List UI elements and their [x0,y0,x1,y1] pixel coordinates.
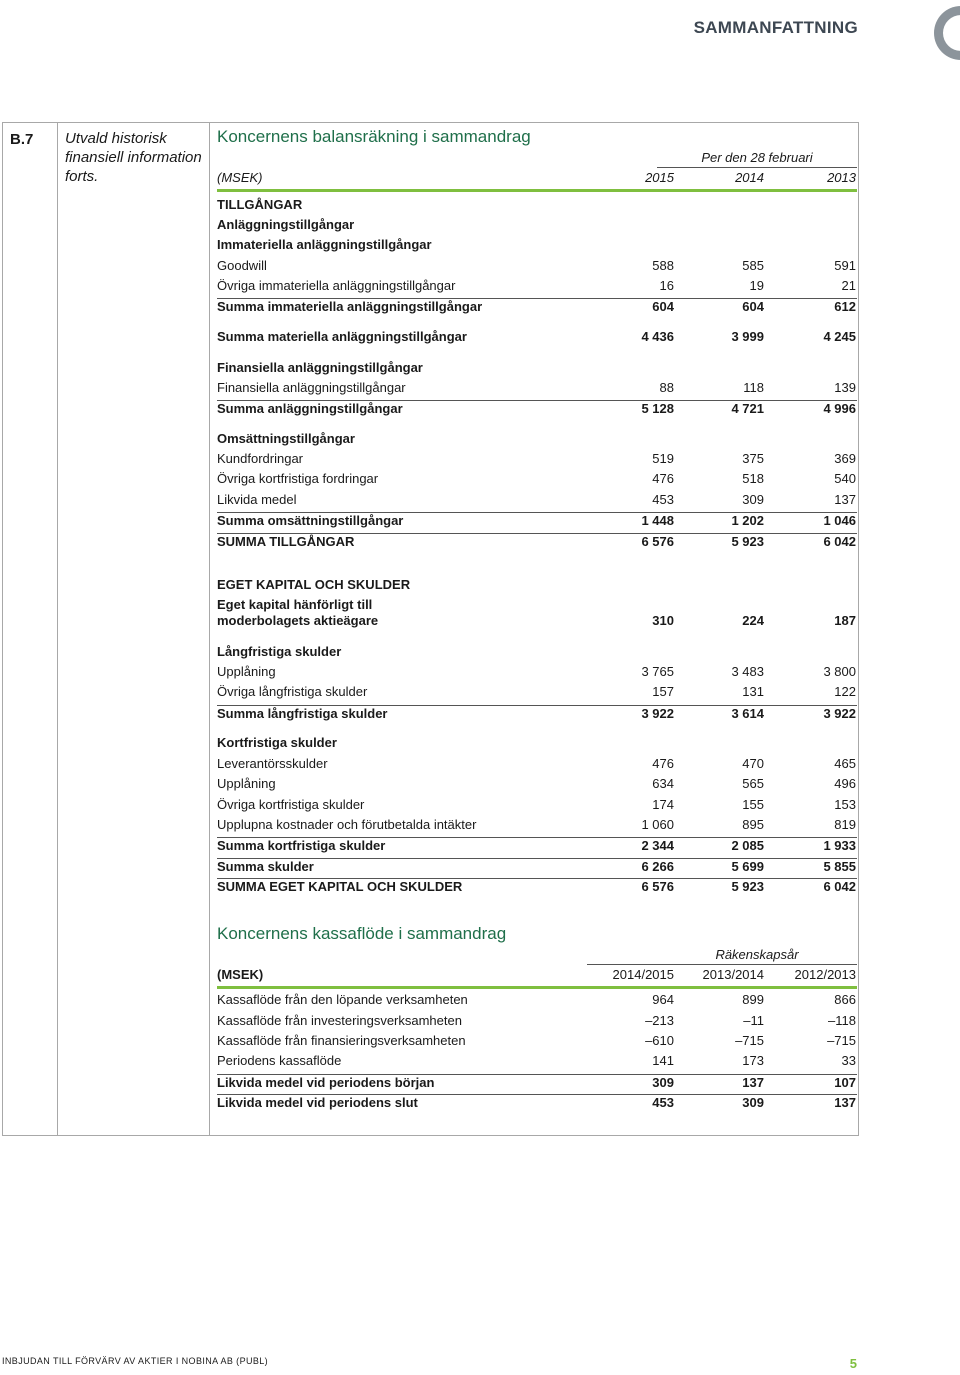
row-value: 3 614 [731,706,764,721]
header-circle-logo [934,6,960,60]
row-value: 88 [659,380,674,395]
row-value: –715 [827,1033,856,1048]
row-value: 155 [742,797,764,812]
table-row [217,512,857,531]
cashflow-unit: (MSEK) [217,967,264,982]
row-label: Periodens kassaflöde [217,1053,342,1068]
row-value: –213 [645,1013,674,1028]
table-row [217,735,857,753]
row-label: Goodwill [217,258,267,273]
row-label: Övriga immateriella anläggningstillgångar [217,278,456,293]
row-value: 3 999 [731,329,764,344]
table-row [217,237,857,255]
row-value: 3 922 [641,706,674,721]
row-value: 309 [742,492,764,507]
table-row [217,577,857,595]
row-value: 369 [834,451,856,466]
row-label: Långfristiga skulder [217,644,342,659]
cashflow-title: Koncernens kassaflöde i sammandrag [217,924,507,943]
row-value: 1 202 [731,513,764,528]
table-row [217,278,857,296]
row-value: 6 042 [823,534,856,549]
table-row [217,1053,857,1071]
table-row [217,431,857,449]
row-label: SUMMA EGET KAPITAL OCH SKULDER [217,879,463,894]
row-label: Kassaflöde från den löpande verksamheten [217,992,468,1007]
row-value: 5 128 [641,401,674,416]
table-row [217,533,857,552]
row-value: 107 [834,1075,856,1090]
table-row [217,197,857,215]
row-label: Omsättningstillgångar [217,431,355,446]
row-value: 634 [652,776,674,791]
row-label: Kortfristiga skulder [217,735,337,750]
page-header-title: SAMMANFATTNING [693,18,858,37]
row-value: 309 [742,1095,764,1110]
row-value: 174 [652,797,674,812]
table-row [217,756,857,774]
table-row [217,298,857,317]
row-value: 173 [742,1053,764,1068]
section-label: Utvald historisk finansiell information forts. [65,130,202,185]
row-label: TILLGÅNGAR [217,197,303,212]
table-row [217,878,857,897]
row-value: –118 [828,1013,856,1028]
row-value: 585 [742,258,764,273]
row-value: –715 [735,1033,764,1048]
row-value: 453 [652,1095,674,1110]
table-row [217,613,857,631]
row-value: 5 855 [823,859,856,874]
row-value: 122 [834,684,856,699]
row-value: 591 [834,258,856,273]
row-value: 4 996 [823,401,856,416]
row-label: moderbolagets aktieägare [217,613,379,628]
row-value: 964 [652,992,674,1007]
table-row [217,776,857,794]
table-row [217,1094,857,1113]
row-value: 21 [841,278,856,293]
balance-year: 2013 [827,170,856,185]
row-value: 137 [742,1075,764,1090]
cashflow-year: 2012/2013 [794,967,856,982]
table-row [217,992,857,1010]
row-value: 5 923 [731,879,764,894]
row-value: 118 [743,380,764,395]
row-value: 518 [742,471,764,486]
page-number: 5 [849,1356,857,1371]
row-value: 6 266 [641,859,674,874]
row-label: Övriga långfristiga skulder [217,684,368,699]
row-value: 139 [834,380,856,395]
row-label: Summa omsättningstillgångar [217,513,404,528]
table-row [217,705,857,724]
row-value: 465 [834,756,856,771]
row-label: EGET KAPITAL OCH SKULDER [217,577,411,592]
table-row [217,471,857,489]
row-value: 496 [834,776,856,791]
row-value: –11 [743,1013,764,1028]
table-row [217,360,857,378]
row-label: Summa immateriella anläggningstillgångar [217,299,483,314]
section-frame [2,122,859,1136]
table-row [217,837,857,856]
row-value: 224 [742,613,764,628]
row-value: 1 448 [641,513,674,528]
row-label: Upplupna kostnader och förutbetalda intäkter [217,817,477,832]
row-value: 187 [834,613,856,628]
row-value: 137 [834,492,856,507]
table-row [217,492,857,510]
row-value: 453 [652,492,674,507]
row-value: 5 699 [731,859,764,874]
row-label: Immateriella anläggningstillgångar [217,237,432,252]
row-value: 2 344 [641,838,674,853]
row-label: Upplåning [217,776,276,791]
cashflow-year: 2014/2015 [612,967,674,982]
row-label: Kassaflöde från investeringsverksamheten [217,1013,462,1028]
row-value: 588 [652,258,674,273]
table-row [217,858,857,877]
row-label: Likvida medel [217,492,297,507]
row-value: 3 800 [823,664,856,679]
table-row [217,258,857,276]
footer-text: INBJUDAN TILL FÖRVÄRV AV AKTIER I NOBINA AB (PUBL) [2,1356,269,1366]
row-value: –610 [645,1033,674,1048]
table-row [217,797,857,815]
row-value: 309 [652,1075,674,1090]
balance-column-header [217,170,857,188]
cashflow-column-header [217,967,857,985]
row-value: 6 042 [823,879,856,894]
table-row [217,329,857,347]
row-value: 16 [659,278,674,293]
row-label: Kundfordringar [217,451,303,466]
row-label: Summa kortfristiga skulder [217,838,386,853]
row-value: 131 [742,684,764,699]
row-label: Eget kapital hänförligt till [217,597,373,612]
row-value: 476 [652,756,674,771]
row-value: 540 [834,471,856,486]
row-value: 866 [834,992,856,1007]
table-row [217,817,857,835]
row-value: 4 245 [823,329,856,344]
row-label: Övriga kortfristiga skulder [217,797,365,812]
row-value: 5 923 [731,534,764,549]
row-value: 3 765 [641,664,674,679]
cashflow-year: 2013/2014 [702,967,764,982]
row-label: SUMMA TILLGÅNGAR [217,534,355,549]
row-value: 6 576 [641,879,674,894]
table-row [217,684,857,702]
row-value: 19 [749,278,764,293]
row-value: 604 [742,299,764,314]
row-value: 137 [834,1095,856,1110]
balance-year: 2014 [735,170,764,185]
row-value: 310 [652,613,674,628]
row-label: Kassaflöde från finansieringsverksamheten [217,1033,466,1048]
section-id: B.7 [10,131,34,148]
row-value: 519 [652,451,674,466]
row-value: 604 [652,299,674,314]
row-value: 6 576 [641,534,674,549]
row-label: Upplåning [217,664,276,679]
table-row [217,380,857,398]
row-label: Finansiella anläggningstillgångar [217,380,406,395]
balance-year: 2015 [645,170,674,185]
table-row [217,451,857,469]
table-row [217,664,857,682]
row-value: 153 [834,797,856,812]
row-value: 375 [742,451,764,466]
row-label: Summa långfristiga skulder [217,706,388,721]
row-value: 895 [742,817,764,832]
row-value: 3 922 [823,706,856,721]
row-value: 470 [742,756,764,771]
balance-period-heading: Per den 28 februari [701,150,813,165]
cashflow-period-heading: Räkenskapsår [715,947,799,962]
row-value: 3 483 [731,664,764,679]
table-row [217,1074,857,1093]
row-value: 33 [841,1053,856,1068]
row-label: Anläggningstillgångar [217,217,355,232]
row-value: 819 [834,817,856,832]
row-value: 899 [742,992,764,1007]
row-value: 612 [834,299,856,314]
balance-title: Koncernens balansräkning i sammandrag [217,127,531,146]
row-value: 4 436 [641,329,674,344]
table-row [217,644,857,662]
row-value: 2 085 [731,838,764,853]
row-value: 476 [652,471,674,486]
table-row [217,1013,857,1031]
table-row [217,400,857,419]
row-label: Finansiella anläggningstillgångar [217,360,423,375]
row-label: Likvida medel vid periodens slut [217,1095,418,1110]
row-label: Summa skulder [217,859,314,874]
table-row [217,217,857,235]
row-label: Leverantörsskulder [217,756,328,771]
row-label: Övriga kortfristiga fordringar [217,471,379,486]
row-value: 1 933 [823,838,856,853]
row-value: 565 [742,776,764,791]
table-row [217,1033,857,1051]
row-value: 1 046 [823,513,856,528]
row-label: Summa anläggningstillgångar [217,401,403,416]
row-value: 141 [652,1053,674,1068]
row-label: Likvida medel vid periodens början [217,1075,435,1090]
row-value: 1 060 [641,817,674,832]
row-label: Summa materiella anläggningstillgångar [217,329,467,344]
balance-unit: (MSEK) [217,170,263,185]
row-value: 157 [652,684,674,699]
row-value: 4 721 [731,401,764,416]
